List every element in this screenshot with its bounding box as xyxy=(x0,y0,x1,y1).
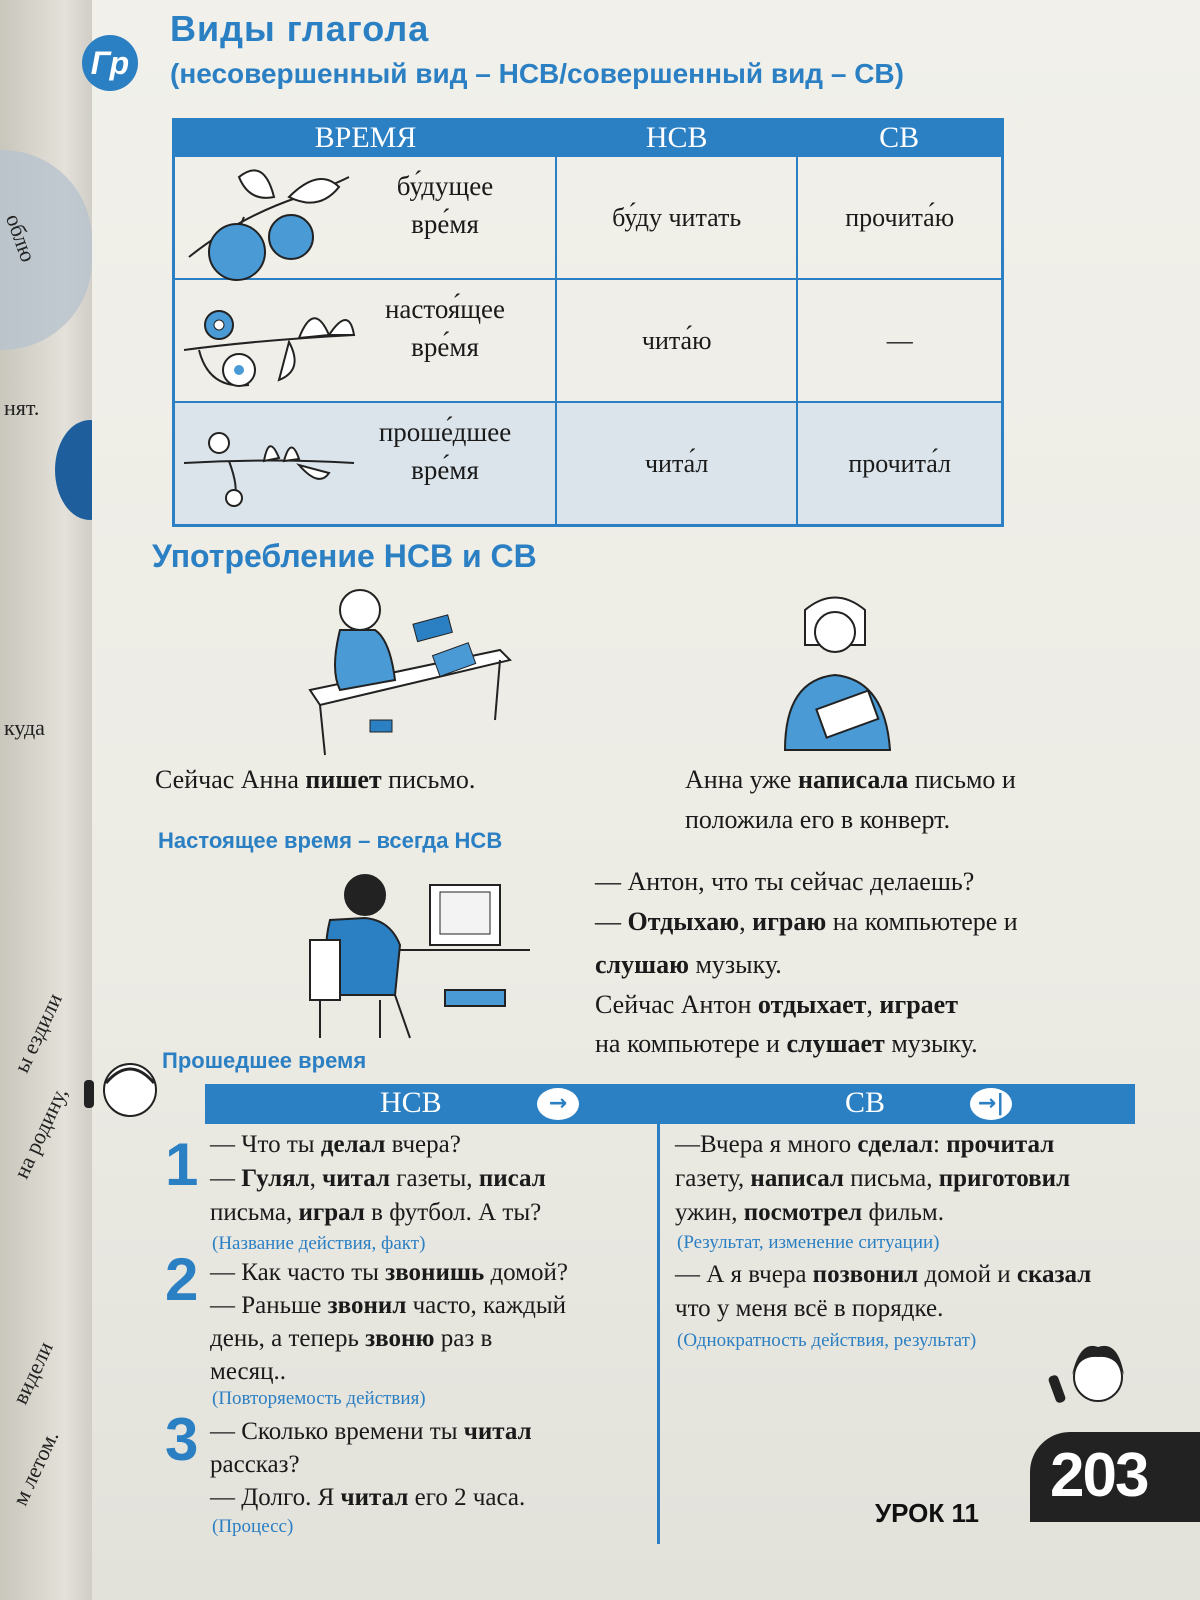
edge-word: видели xyxy=(7,1337,58,1408)
example-line: — Как часто ты звонишь домой? xyxy=(210,1259,568,1286)
tense-label xyxy=(365,167,525,243)
tense-label xyxy=(365,290,525,366)
example-line: — Раньше звонил часто, каждый xyxy=(210,1292,567,1319)
example-line: газету, написал письма, приготовил xyxy=(675,1165,1071,1192)
table-row-future xyxy=(174,156,1003,279)
example-line: — Сколько времени ты читал xyxy=(210,1418,532,1445)
left-page-edge xyxy=(0,0,92,1600)
sv-header: СВ xyxy=(845,1086,886,1119)
present-line: на компьютере и слушает музыку. xyxy=(595,1029,978,1058)
table-header-row xyxy=(174,120,1003,157)
arrow-bar-icon: →| xyxy=(970,1088,1012,1120)
example-line: день, а теперь звоню раз в xyxy=(210,1325,493,1352)
nsv-cell: чита́л xyxy=(556,402,797,526)
nsv-header: НСВ xyxy=(380,1086,442,1119)
header-sv: СВ xyxy=(797,120,1002,157)
page-number-badge xyxy=(1030,1432,1200,1522)
caption-left: Сейчас Анна пишет письмо. xyxy=(155,765,476,794)
tense-cell xyxy=(174,156,557,279)
example-line: рассказ? xyxy=(210,1451,300,1478)
example-line: — Долго. Я читал его 2 часа. xyxy=(210,1484,526,1511)
past-header-bar xyxy=(205,1084,1135,1124)
example-line: —Вчера я много сделал: прочитал xyxy=(675,1131,1055,1158)
example-note: (Процесс) xyxy=(212,1516,294,1537)
tense-label xyxy=(365,413,525,489)
example-line: что у меня всё в порядке. xyxy=(675,1295,944,1322)
example-line: ужин, посмотрел фильм. xyxy=(675,1199,944,1226)
bare-branch-icon xyxy=(179,403,359,524)
table-row-present xyxy=(174,279,1003,402)
grammar-logo-icon: Гр xyxy=(82,35,138,91)
tense-line: вре́мя xyxy=(411,209,479,239)
example-line: — Гулял, читал газеты, писал xyxy=(210,1165,546,1192)
edge-word: ы ездили xyxy=(8,989,67,1077)
example-number: 2 xyxy=(165,1246,199,1313)
example-line: письма, играл в футбол. А ты? xyxy=(210,1199,542,1226)
example-line: — А я вчера позвонил домой и сказал xyxy=(675,1261,1092,1288)
edge-word: на родину, xyxy=(8,1083,73,1183)
edge-word: облю xyxy=(0,210,42,266)
aspect-table xyxy=(172,118,1004,527)
page-title: Виды глагола xyxy=(170,8,430,49)
example-note: (Результат, изменение ситуации) xyxy=(677,1232,940,1253)
present-heading: Настоящее время – всегда НСВ xyxy=(158,828,503,853)
example-line: — Что ты делал вчера? xyxy=(210,1131,461,1158)
present-line: — Отдыхаю, играю на компьютере и xyxy=(595,907,1018,936)
sv-cell: прочита́ю xyxy=(797,156,1002,279)
caption-right: Анна уже написала письмо и положила его в конверт. xyxy=(685,765,1016,834)
present-line: Сейчас Антон отдыхает, играет xyxy=(595,990,958,1019)
example-number: 1 xyxy=(165,1131,199,1198)
nsv-cell: чита́ю xyxy=(556,279,797,402)
example-note: (Повторяемость действия) xyxy=(212,1388,426,1409)
flower-branch-icon xyxy=(179,280,359,401)
tense-cell xyxy=(174,402,557,526)
example-note: (Название действия, факт) xyxy=(212,1233,426,1254)
lesson-label: УРОК 11 xyxy=(875,1498,979,1528)
tense-line: проше́дшее xyxy=(378,417,512,447)
tense-cell xyxy=(174,279,557,402)
woman-envelope-illustration xyxy=(780,590,900,750)
arrow-icon: → xyxy=(537,1088,579,1120)
nsv-cell: бу́ду читать xyxy=(556,156,797,279)
header-tense: ВРЕМЯ xyxy=(174,120,557,157)
man-phone-icon xyxy=(80,1055,160,1125)
column-divider xyxy=(657,1124,660,1544)
present-line: — Антон, что ты сейчас делаешь? xyxy=(595,867,975,896)
example-line: месяц.. xyxy=(210,1358,287,1385)
tense-line: вре́мя xyxy=(411,455,479,485)
edge-word: м летом. xyxy=(7,1426,64,1510)
apple-branch-icon xyxy=(179,157,359,278)
sv-cell: прочита́л xyxy=(797,402,1002,526)
page-number: 203 xyxy=(1050,1441,1148,1510)
present-line: слушаю музыку. xyxy=(595,950,782,979)
page-subtitle: (несовершенный вид – НСВ/совершенный вид – СВ) xyxy=(170,58,904,89)
tense-line: бу́дущее xyxy=(396,171,494,201)
woman-phone-icon xyxy=(1050,1335,1130,1415)
edge-word: куда xyxy=(4,715,45,740)
header-nsv: НСВ xyxy=(556,120,797,157)
tense-line: вре́мя xyxy=(411,332,479,362)
table-row-past xyxy=(174,402,1003,526)
sv-cell: — xyxy=(797,279,1002,402)
woman-writing-illustration xyxy=(300,580,520,760)
edge-word: нят. xyxy=(4,395,40,420)
man-computer-illustration xyxy=(300,870,540,1040)
example-note: (Однократность действия, результат) xyxy=(677,1330,977,1351)
section-title: Употребление НСВ и СВ xyxy=(152,538,537,574)
tense-line: настоя́щее xyxy=(384,294,506,324)
example-number: 3 xyxy=(165,1406,199,1473)
past-heading: Прошедшее время xyxy=(162,1048,367,1073)
